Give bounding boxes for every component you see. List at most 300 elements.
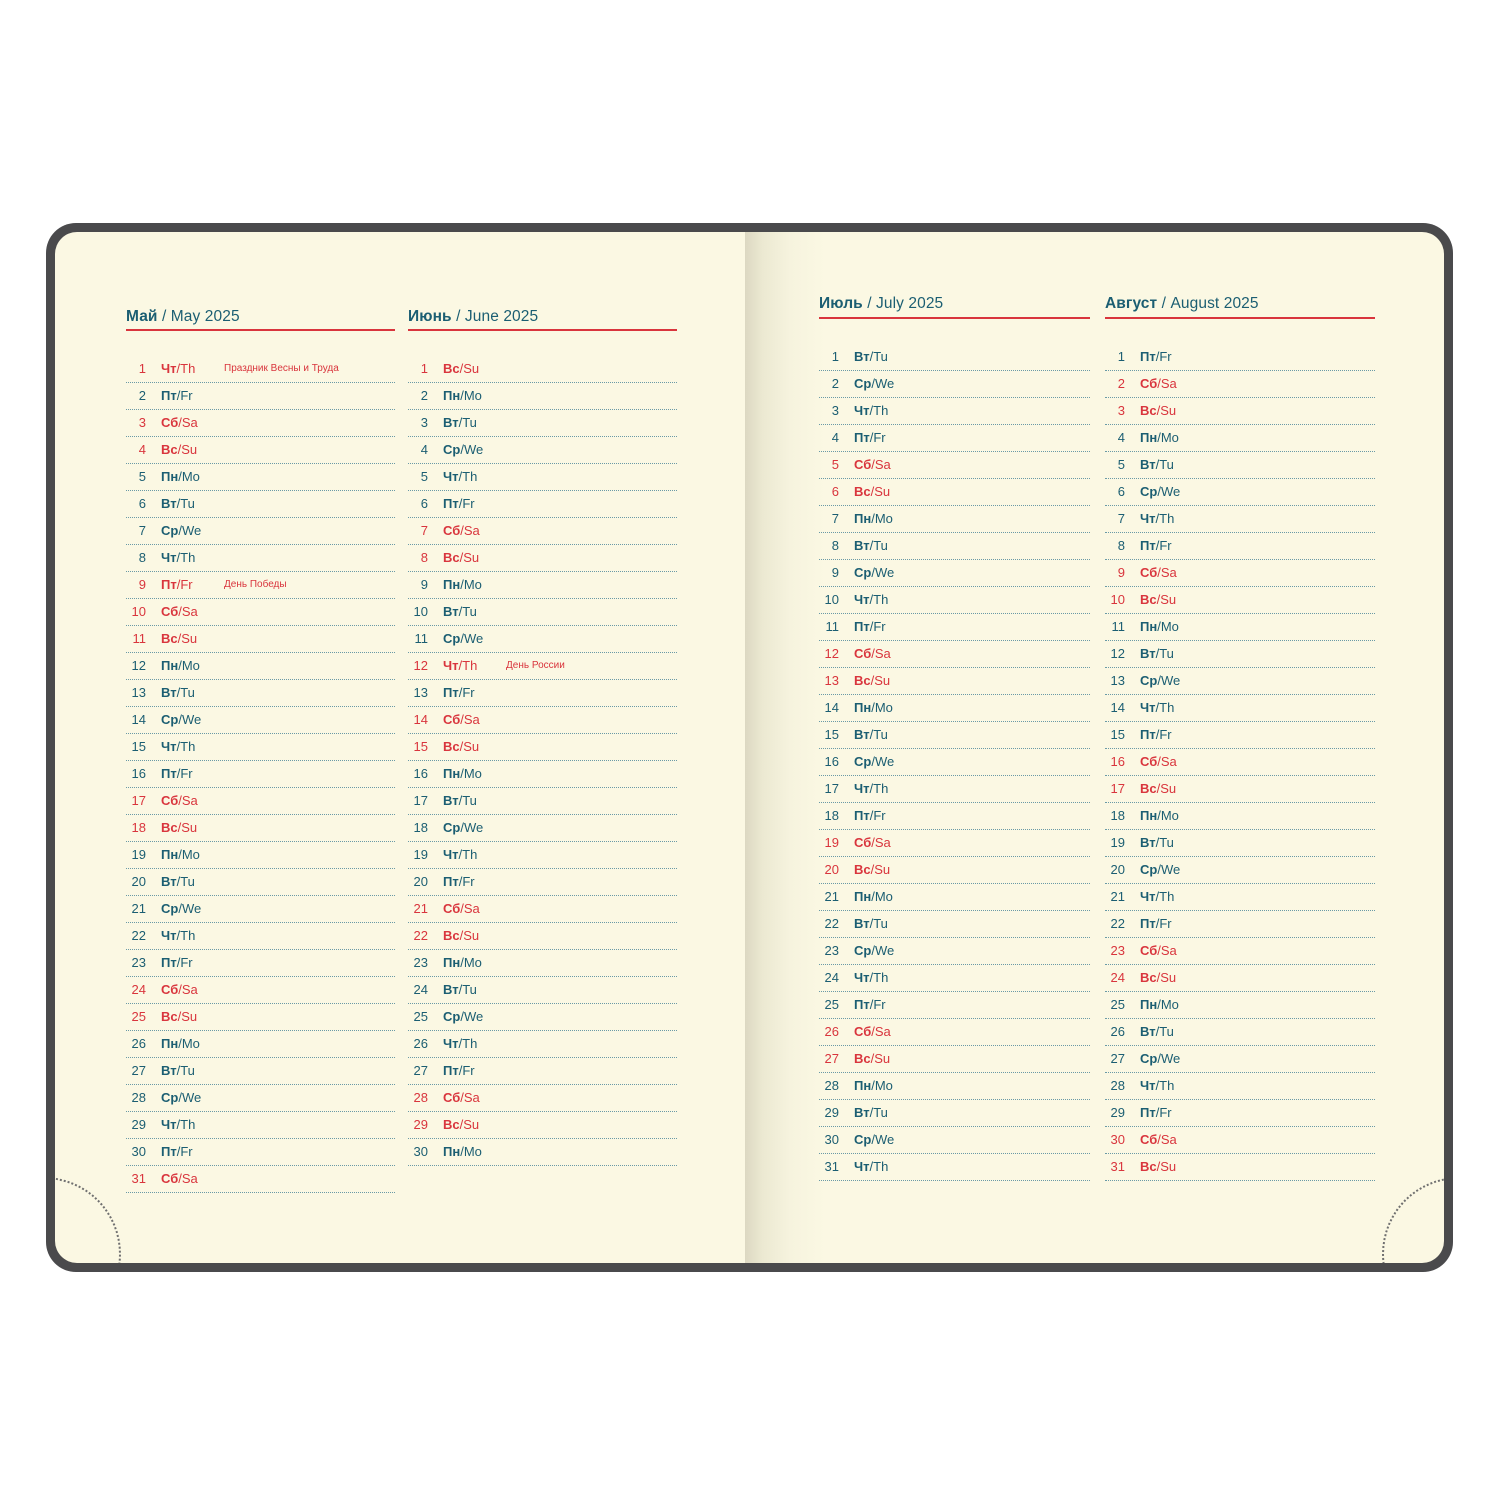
weekday-ru: Ср (443, 1009, 461, 1024)
weekday: Сб/Sa (161, 604, 198, 619)
weekday-ru: Чт (854, 1159, 870, 1174)
weekday: Сб/Sa (161, 982, 198, 997)
day-number: 31 (131, 1171, 146, 1186)
weekday: Чт/Th (161, 550, 196, 565)
day-number: 8 (1117, 538, 1125, 553)
weekday: Пн/Mo (854, 1078, 893, 1093)
weekday: Пт/Fr (443, 496, 475, 511)
weekday-ru: Ср (443, 631, 461, 646)
weekday-ru: Сб (161, 793, 179, 808)
weekday: Ср/We (161, 712, 202, 727)
weekday: Ср/We (1140, 673, 1181, 688)
day-number: 15 (824, 727, 839, 742)
weekday-ru: Вт (854, 727, 870, 742)
day-number: 27 (1110, 1051, 1125, 1066)
day-row (126, 922, 395, 950)
weekday: Пт/Fr (1140, 538, 1172, 553)
weekday-ru: Пн (854, 511, 872, 526)
day-row (819, 1126, 1090, 1154)
weekday-ru: Сб (443, 901, 461, 916)
weekday-ru: Вс (161, 442, 178, 457)
day-number: 30 (824, 1132, 839, 1147)
weekday: Вт/Tu (161, 685, 195, 700)
weekday-ru: Вс (1140, 781, 1157, 796)
day-row (126, 1057, 395, 1085)
weekday-ru: Пт (1140, 727, 1156, 742)
weekday: Вс/Su (1140, 1159, 1177, 1174)
weekday-en: Su (1160, 970, 1177, 985)
day-number: 12 (1110, 646, 1125, 661)
weekday-en: Th (873, 592, 889, 607)
day-number: 12 (131, 658, 146, 673)
day-number: 25 (413, 1009, 428, 1024)
day-row (126, 409, 395, 437)
weekday: Вт/Tu (443, 415, 477, 430)
day-row (1105, 1045, 1375, 1073)
weekday-en: Th (462, 658, 478, 673)
day-row (1105, 964, 1375, 992)
weekday-ru: Сб (854, 457, 872, 472)
day-number: 15 (131, 739, 146, 754)
weekday-ru: Ср (443, 820, 461, 835)
weekday: Сб/Sa (161, 415, 198, 430)
weekday-en: Su (874, 673, 891, 688)
day-number: 7 (138, 523, 146, 538)
weekday: Вт/Tu (854, 727, 888, 742)
weekday-ru: Пт (1140, 1105, 1156, 1120)
weekday: Пт/Fr (161, 766, 193, 781)
day-row (819, 1045, 1090, 1073)
day-number: 30 (131, 1144, 146, 1159)
weekday-ru: Ср (161, 1090, 179, 1105)
holiday-note: Праздник Весны и Труда (224, 363, 339, 374)
day-row (126, 760, 395, 788)
day-number: 29 (1110, 1105, 1125, 1120)
day-number: 15 (413, 739, 428, 754)
weekday-ru: Сб (854, 1024, 872, 1039)
weekday: Чт/Th (854, 970, 889, 985)
day-row (819, 1018, 1090, 1046)
weekday-en: Sa (463, 523, 480, 538)
weekday-en: Fr (873, 997, 886, 1012)
weekday: Ср/We (1140, 484, 1181, 499)
weekday-en: We (181, 523, 202, 538)
day-row (819, 1099, 1090, 1127)
weekday: Сб/Sa (1140, 565, 1177, 580)
day-row (1105, 1099, 1375, 1127)
day-row (408, 922, 677, 950)
weekday: Ср/We (161, 901, 202, 916)
weekday-ru: Вт (854, 349, 870, 364)
weekday: Чт/Th (854, 592, 889, 607)
day-row (408, 490, 677, 518)
day-number: 17 (131, 793, 146, 808)
day-number: 10 (824, 592, 839, 607)
weekday-ru: Сб (1140, 565, 1158, 580)
weekday-en: Su (181, 820, 198, 835)
day-number: 6 (1117, 484, 1125, 499)
day-row (1105, 478, 1375, 506)
day-number: 12 (413, 658, 428, 673)
day-row (1105, 343, 1375, 371)
weekday: Чт/Th (1140, 511, 1175, 526)
weekday-en: Th (180, 928, 196, 943)
weekday-ru: Пн (854, 889, 872, 904)
weekday-en: Mo (874, 511, 893, 526)
weekday: Пт/Fr (854, 997, 886, 1012)
day-number: 14 (131, 712, 146, 727)
day-number: 27 (413, 1063, 428, 1078)
weekday-en: Tu (462, 415, 477, 430)
weekday-en: Sa (181, 793, 198, 808)
weekday-en: Mo (181, 469, 200, 484)
weekday-en: Mo (463, 388, 482, 403)
weekday-en: We (874, 565, 895, 580)
weekday-ru: Пн (854, 700, 872, 715)
weekday-en: Su (874, 484, 891, 499)
weekday: Пн/Mo (161, 1036, 200, 1051)
weekday-ru: Пт (1140, 538, 1156, 553)
weekday-ru: Пн (161, 1036, 179, 1051)
weekday-ru: Вс (161, 1009, 178, 1024)
weekday-ru: Ср (854, 565, 872, 580)
weekday-en: Th (462, 847, 478, 862)
day-row (1105, 1126, 1375, 1154)
day-number: 21 (824, 889, 839, 904)
weekday-ru: Пт (443, 874, 459, 889)
day-number: 17 (413, 793, 428, 808)
weekday: Чт/Th (1140, 1078, 1175, 1093)
month-title: Май / May 2025 (126, 308, 240, 325)
day-row (126, 625, 395, 653)
day-number: 3 (138, 415, 146, 430)
day-row (408, 382, 677, 410)
day-number: 31 (1110, 1159, 1125, 1174)
weekday-en: Th (1159, 1078, 1175, 1093)
weekday-en: Th (1159, 889, 1175, 904)
weekday-en: Tu (873, 727, 888, 742)
weekday-en: Su (181, 442, 198, 457)
weekday-en: Th (462, 1036, 478, 1051)
weekday-ru: Пт (161, 577, 177, 592)
weekday-ru: Пн (443, 577, 461, 592)
weekday-ru: Сб (1140, 943, 1158, 958)
day-number: 22 (1110, 916, 1125, 931)
weekday: Ср/We (443, 1009, 484, 1024)
day-number: 11 (132, 631, 146, 646)
day-number: 1 (831, 349, 839, 364)
weekday: Сб/Sa (1140, 376, 1177, 391)
day-row (819, 478, 1090, 506)
weekday-en: We (463, 442, 484, 457)
weekday-ru: Вт (854, 538, 870, 553)
weekday: Пн/Mo (161, 469, 200, 484)
weekday-en: Tu (180, 874, 195, 889)
weekday-ru: Пн (443, 955, 461, 970)
day-row (1105, 937, 1375, 965)
day-number: 2 (831, 376, 839, 391)
weekday-ru: Ср (1140, 484, 1158, 499)
day-row (126, 679, 395, 707)
weekday-en: Sa (1160, 565, 1177, 580)
weekday-ru: Пн (443, 766, 461, 781)
weekday-ru: Вт (443, 415, 459, 430)
weekday: Ср/We (443, 442, 484, 457)
day-number: 2 (1117, 376, 1125, 391)
weekday-ru: Вс (854, 484, 871, 499)
weekday: Пн/Mo (1140, 430, 1179, 445)
weekday: Сб/Sa (443, 712, 480, 727)
month-title-en: June 2025 (464, 308, 539, 325)
weekday-ru: Чт (1140, 1078, 1156, 1093)
day-number: 23 (824, 943, 839, 958)
day-row (126, 733, 395, 761)
day-number: 26 (413, 1036, 428, 1051)
weekday: Вт/Tu (161, 874, 195, 889)
day-number: 24 (131, 982, 146, 997)
day-row (819, 613, 1090, 641)
day-row (408, 625, 677, 653)
day-row (408, 733, 677, 761)
day-number: 25 (1110, 997, 1125, 1012)
day-row (126, 787, 395, 815)
weekday-ru: Ср (161, 712, 179, 727)
weekday-ru: Вс (443, 550, 460, 565)
day-number: 10 (131, 604, 146, 619)
weekday-en: Th (873, 781, 889, 796)
day-row (126, 544, 395, 572)
day-number: 1 (138, 361, 146, 376)
weekday: Ср/We (1140, 1051, 1181, 1066)
weekday: Вс/Su (443, 361, 480, 376)
weekday-en: Sa (463, 1090, 480, 1105)
weekday-en: Su (463, 550, 480, 565)
weekday-ru: Пт (854, 430, 870, 445)
weekday-en: Tu (1159, 646, 1174, 661)
weekday-en: Su (874, 862, 891, 877)
day-number: 29 (413, 1117, 428, 1132)
weekday-ru: Пт (1140, 916, 1156, 931)
month-rule (1105, 317, 1375, 319)
weekday-en: Su (1160, 592, 1177, 607)
weekday: Пн/Mo (1140, 997, 1179, 1012)
weekday-en: Su (874, 1051, 891, 1066)
day-row (1105, 721, 1375, 749)
day-number: 20 (131, 874, 146, 889)
day-row (819, 883, 1090, 911)
day-number: 9 (831, 565, 839, 580)
weekday-ru: Пн (1140, 430, 1158, 445)
day-row (819, 1153, 1090, 1181)
day-number: 18 (413, 820, 428, 835)
day-number: 10 (1110, 592, 1125, 607)
day-number: 28 (824, 1078, 839, 1093)
weekday-ru: Вт (1140, 646, 1156, 661)
weekday-en: Mo (463, 955, 482, 970)
day-row (1105, 883, 1375, 911)
weekday-en: We (874, 754, 895, 769)
weekday: Чт/Th (443, 658, 478, 673)
weekday: Чт/Th (161, 361, 196, 376)
day-row (1105, 370, 1375, 398)
weekday-en: Su (463, 928, 480, 943)
weekday-en: Tu (180, 1063, 195, 1078)
day-number: 6 (420, 496, 428, 511)
day-row (126, 868, 395, 896)
weekday-en: Su (1160, 1159, 1177, 1174)
weekday-ru: Ср (854, 376, 872, 391)
weekday: Пн/Mo (443, 955, 482, 970)
weekday-ru: Вс (443, 1117, 460, 1132)
day-row (126, 1111, 395, 1139)
day-row (819, 640, 1090, 668)
weekday-ru: Чт (161, 550, 177, 565)
weekday: Пт/Fr (854, 430, 886, 445)
weekday-ru: Вт (854, 1105, 870, 1120)
day-row (126, 1030, 395, 1058)
day-row (408, 1138, 677, 1166)
day-row (819, 910, 1090, 938)
day-row (819, 721, 1090, 749)
weekday: Вт/Tu (854, 916, 888, 931)
weekday-en: Mo (463, 766, 482, 781)
day-row (819, 829, 1090, 857)
day-number: 18 (824, 808, 839, 823)
weekday: Сб/Sa (443, 523, 480, 538)
day-number: 30 (413, 1144, 428, 1159)
day-number: 11 (825, 619, 839, 634)
weekday: Чт/Th (443, 1036, 478, 1051)
weekday: Пт/Fr (161, 1144, 193, 1159)
weekday-ru: Пт (161, 766, 177, 781)
day-number: 24 (1110, 970, 1125, 985)
day-number: 28 (131, 1090, 146, 1105)
weekday-ru: Ср (443, 442, 461, 457)
weekday-en: Th (873, 970, 889, 985)
weekday-en: Tu (462, 793, 477, 808)
weekday: Пт/Fr (1140, 349, 1172, 364)
weekday: Сб/Sa (854, 1024, 891, 1039)
weekday-ru: Пн (161, 469, 179, 484)
day-number: 16 (824, 754, 839, 769)
weekday-en: Su (1160, 781, 1177, 796)
day-row (819, 586, 1090, 614)
weekday-en: Mo (1160, 808, 1179, 823)
weekday-en: Mo (874, 889, 893, 904)
weekday: Пт/Fr (161, 955, 193, 970)
weekday: Пт/Fr (1140, 1105, 1172, 1120)
weekday-ru: Вс (1140, 1159, 1157, 1174)
day-row (819, 667, 1090, 695)
day-row (1105, 856, 1375, 884)
weekday: Пн/Mo (443, 1144, 482, 1159)
weekday-ru: Пн (161, 847, 179, 862)
weekday-en: Sa (1160, 1132, 1177, 1147)
weekday-ru: Ср (161, 523, 179, 538)
weekday-en: Fr (1159, 349, 1172, 364)
day-number: 9 (420, 577, 428, 592)
weekday-en: Fr (1159, 538, 1172, 553)
weekday: Вт/Tu (443, 982, 477, 997)
day-number: 5 (138, 469, 146, 484)
day-row (126, 1138, 395, 1166)
weekday: Вс/Su (161, 1009, 198, 1024)
day-number: 4 (420, 442, 428, 457)
weekday-ru: Пт (161, 388, 177, 403)
weekday: Вс/Su (1140, 403, 1177, 418)
day-number: 20 (413, 874, 428, 889)
day-number: 30 (1110, 1132, 1125, 1147)
weekday-ru: Сб (854, 835, 872, 850)
day-row (408, 760, 677, 788)
left-page (55, 232, 745, 1263)
day-row (126, 1003, 395, 1031)
weekday-en: Fr (180, 955, 193, 970)
weekday-en: Sa (1160, 376, 1177, 391)
day-row (408, 868, 677, 896)
day-number: 13 (824, 673, 839, 688)
weekday-ru: Чт (443, 847, 459, 862)
weekday-en: Mo (181, 658, 200, 673)
weekday-ru: Ср (1140, 862, 1158, 877)
day-number: 5 (831, 457, 839, 472)
day-number: 27 (131, 1063, 146, 1078)
day-number: 20 (1110, 862, 1125, 877)
weekday: Пт/Fr (1140, 727, 1172, 742)
weekday: Чт/Th (854, 781, 889, 796)
day-number: 9 (138, 577, 146, 592)
weekday: Вс/Su (443, 739, 480, 754)
day-number: 11 (414, 631, 428, 646)
day-row (126, 571, 395, 599)
month-rule (408, 329, 677, 331)
weekday-ru: Пн (1140, 808, 1158, 823)
weekday: Чт/Th (161, 1117, 196, 1132)
day-row (408, 1111, 677, 1139)
weekday-ru: Пн (443, 388, 461, 403)
weekday-ru: Пт (161, 955, 177, 970)
weekday-en: Fr (462, 874, 475, 889)
day-number: 26 (824, 1024, 839, 1039)
month-title: Июль / July 2025 (819, 295, 944, 312)
weekday: Ср/We (854, 376, 895, 391)
weekday-ru: Сб (161, 415, 179, 430)
day-number: 26 (1110, 1024, 1125, 1039)
weekday: Ср/We (854, 1132, 895, 1147)
weekday-ru: Чт (161, 1117, 177, 1132)
day-number: 4 (1117, 430, 1125, 445)
weekday: Пт/Fr (854, 619, 886, 634)
weekday-ru: Чт (854, 592, 870, 607)
weekday: Вс/Su (1140, 592, 1177, 607)
weekday-ru: Вс (443, 739, 460, 754)
weekday-en: We (874, 376, 895, 391)
weekday-ru: Вт (1140, 457, 1156, 472)
weekday-ru: Ср (161, 901, 179, 916)
day-number: 13 (1110, 673, 1125, 688)
weekday-en: Th (180, 361, 196, 376)
weekday-ru: Ср (854, 1132, 872, 1147)
weekday-ru: Пт (1140, 349, 1156, 364)
weekday: Чт/Th (854, 403, 889, 418)
day-row (408, 1030, 677, 1058)
weekday-en: We (1160, 862, 1181, 877)
day-number: 14 (413, 712, 428, 727)
weekday-ru: Вс (443, 361, 460, 376)
weekday-en: Mo (1160, 430, 1179, 445)
day-number: 21 (413, 901, 428, 916)
weekday-en: Tu (1159, 457, 1174, 472)
